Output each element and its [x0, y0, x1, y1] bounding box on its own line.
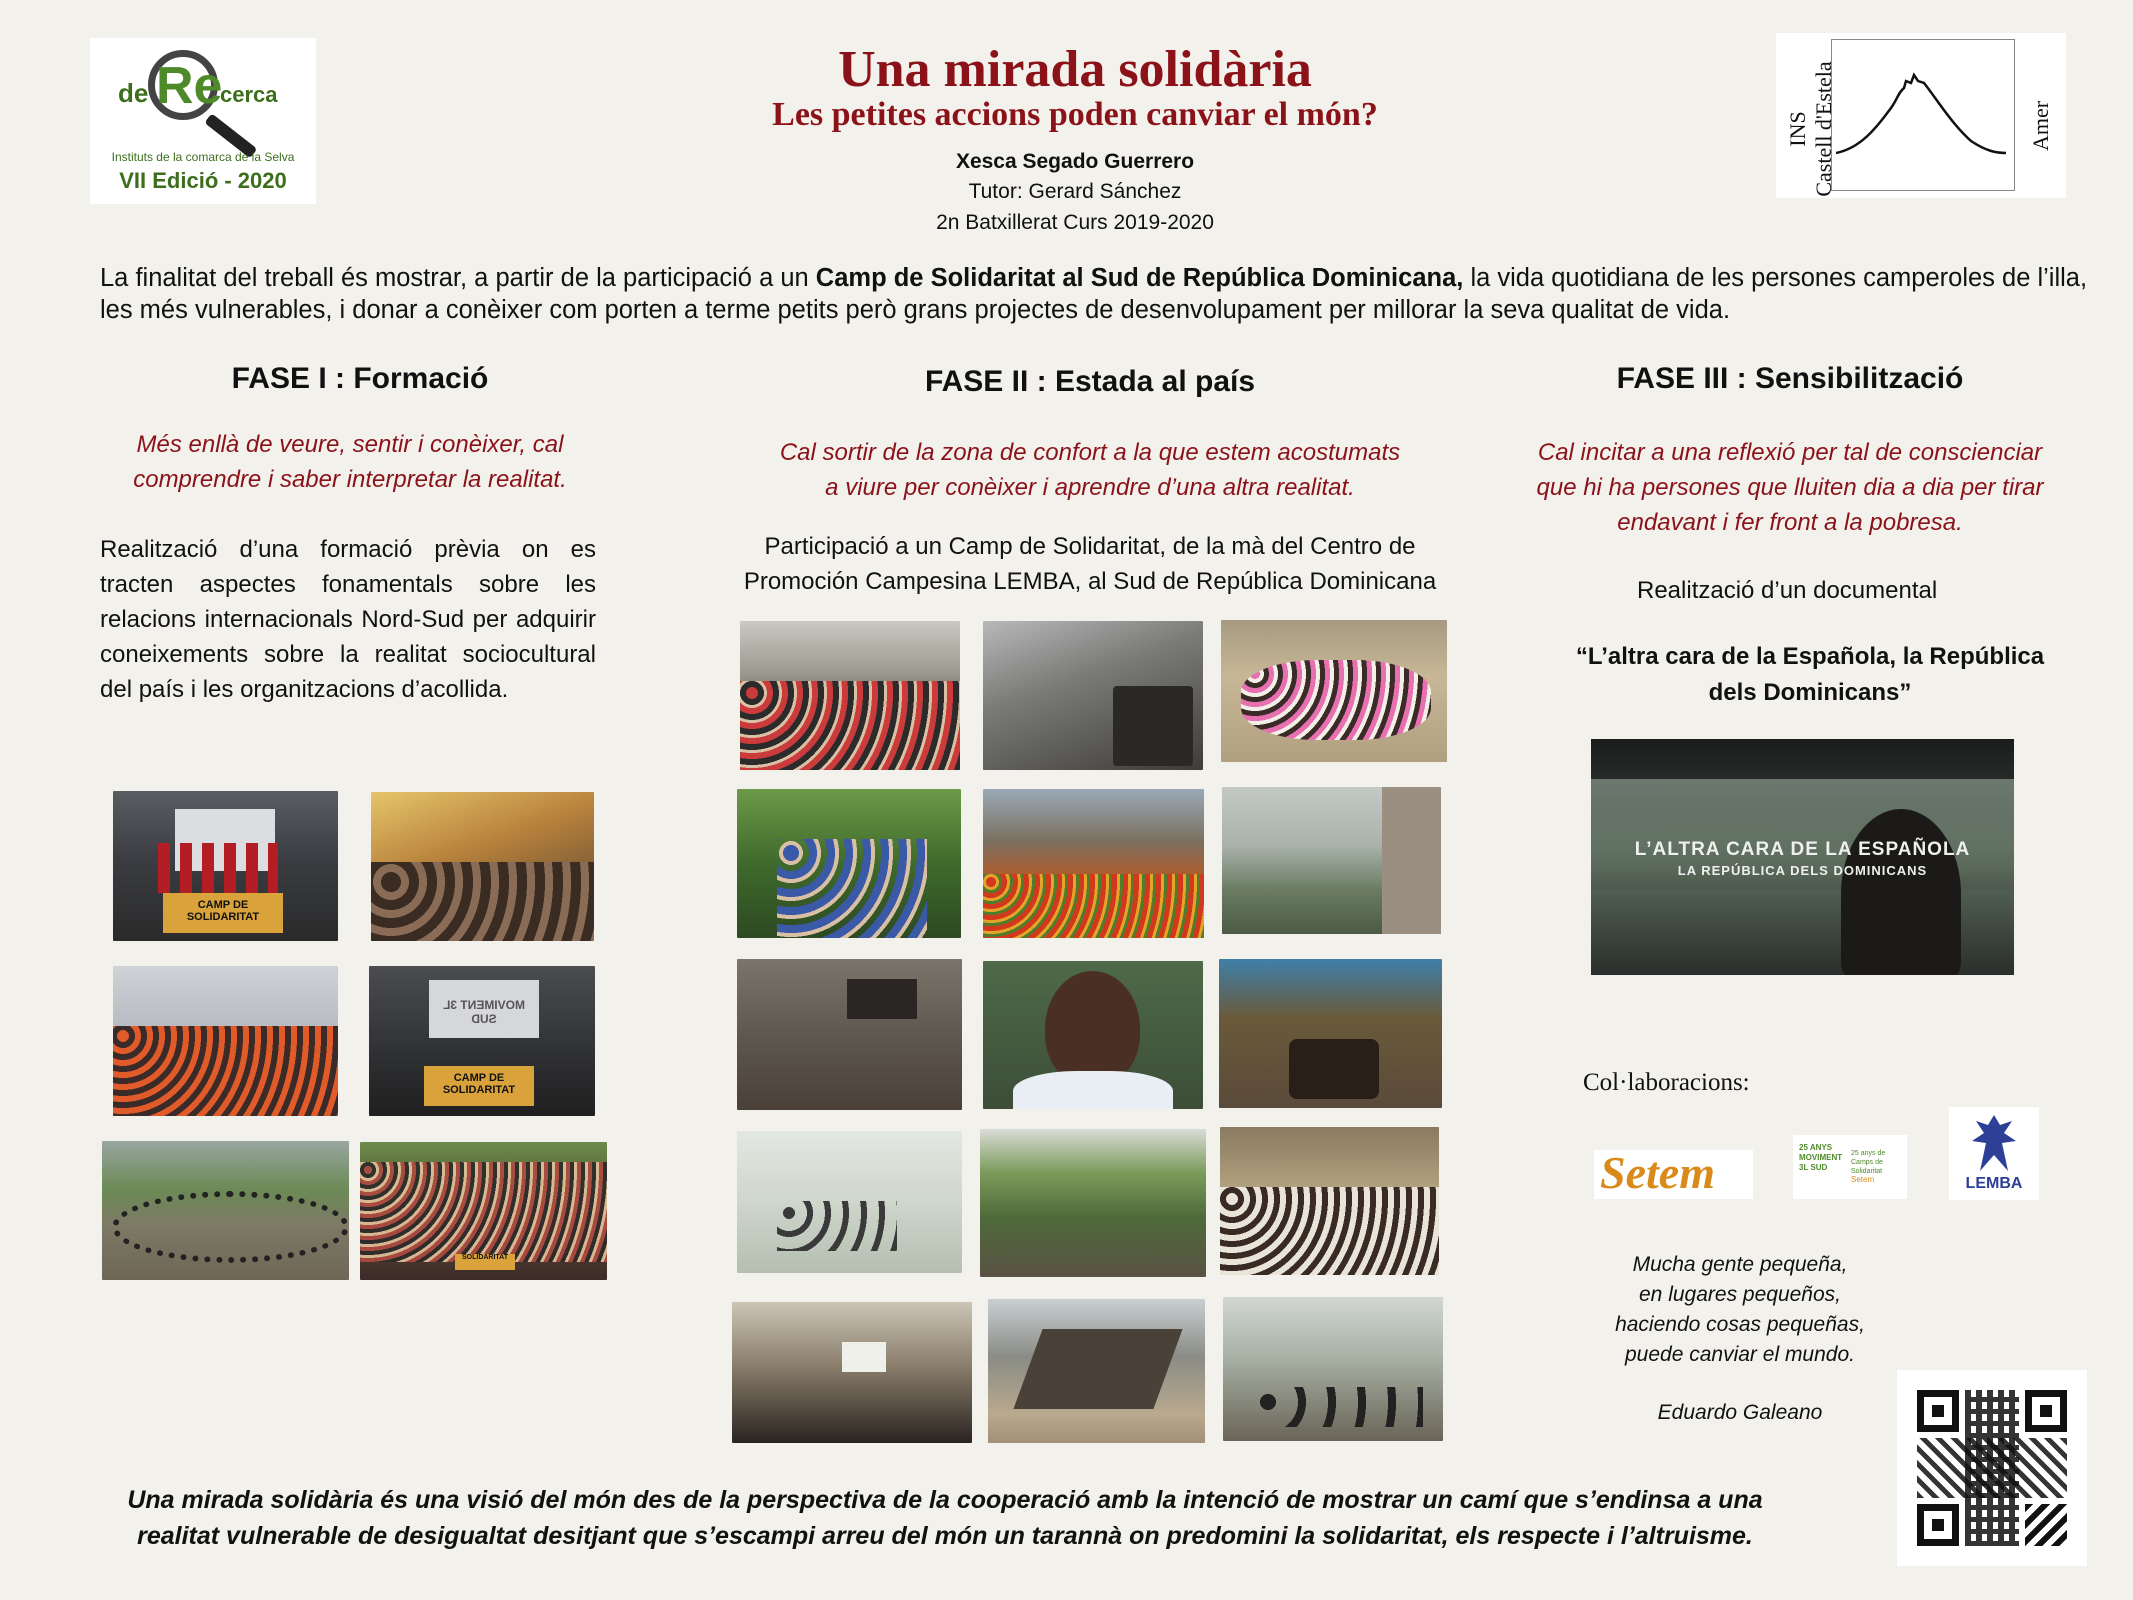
group-crowd — [360, 1162, 607, 1262]
phase1-quote-l2: comprendre i saber interpretar la realitat. — [133, 466, 567, 493]
photo-auditorium-1 — [113, 966, 338, 1116]
house-window — [847, 979, 917, 1019]
collapsed-roof — [1013, 1329, 1182, 1409]
drums — [1289, 1039, 1379, 1099]
photo-auditorium-2 — [369, 966, 595, 1116]
banner-solidaritat-3 — [455, 1254, 515, 1270]
tutor-name: Tutor: Gerard Sánchez — [968, 180, 1182, 203]
woman-face — [1045, 971, 1140, 1086]
phase1-quote-l1: Més enllà de veure, sentir i conèixer, cal — [136, 431, 564, 458]
phase3-doc-title-l1: “L’altra cara de la Española, la República — [1575, 643, 2045, 670]
qr-finder-bl — [1917, 1504, 1959, 1546]
stone-wall — [1382, 787, 1441, 934]
banner-solidaritat-1 — [163, 893, 283, 933]
phase3-doc-intro: Realització d’un documental — [1637, 577, 1938, 604]
phase3-quote-l3: endavant i fer front a la pobresa. — [1617, 509, 1963, 536]
phase2-quote-l1: Cal sortir de la zona de confort a la que estem acostumats — [779, 439, 1401, 466]
photo-training-room — [371, 792, 594, 941]
photo-group-shot — [360, 1142, 607, 1280]
galeano-quote — [1570, 1250, 1910, 1428]
vegetables — [983, 874, 1204, 938]
kitchen-stove — [1113, 686, 1193, 766]
people-circle — [112, 1191, 349, 1263]
phase3-title: FASE III : Sensibilització — [1616, 362, 1964, 395]
school-name: Castell d'Estela — [1811, 61, 1836, 197]
photo-banana-field — [737, 789, 961, 938]
woman-dress — [1013, 1071, 1173, 1109]
setem-logo — [1594, 1147, 1753, 1199]
logo2-line1: 25 ANYS MOVIMENT 3L SUD — [1799, 1143, 1843, 1172]
photo-foggy-walkers — [737, 1131, 962, 1273]
banner-text-2: CAMP DE SOLIDARITAT — [442, 1072, 516, 1096]
photo-kitchen — [983, 621, 1203, 770]
logo-de: de — [118, 78, 149, 108]
video-title-l2: LA REPÚBLICA DELS DOMINICANS — [1677, 863, 1928, 878]
footer-line1: Una mirada solidària és una visió del món des de la perspectiva de la cooperació amb la intenció de mostrar un camí que s’endinsa a una — [127, 1486, 1763, 1514]
banner-solidaritat-2 — [424, 1066, 534, 1106]
phase3-quote-l1: Cal incitar a una reflexió per tal de conscienciar — [1537, 439, 2043, 466]
logo2-line3: Setem — [1851, 1175, 1875, 1184]
photo-meeting-circle — [740, 621, 960, 770]
intro-bold: Camp de Solidaritat al Sud de República Dominicana, — [815, 264, 1464, 292]
photo-training-stage — [113, 791, 338, 941]
photo-group-gathering — [1220, 1127, 1439, 1275]
bikes — [1253, 1387, 1423, 1427]
setem-text: Setem — [1600, 1147, 1715, 1198]
seated-people — [740, 681, 960, 770]
photo-market — [983, 789, 1204, 938]
photo-musicians — [1219, 959, 1442, 1108]
phase2-body-l2: Promoción Campesina LEMBA, al Sud de República Dominicana — [743, 568, 1437, 595]
school-logo — [1776, 33, 2066, 198]
video-title-l1: L’ALTRA CARA DE LA ESPAÑOLA — [1634, 839, 1971, 860]
qr-finder-tr — [2025, 1390, 2067, 1432]
page-title: Una mirada solidària — [838, 41, 1312, 98]
photo-foggy-village — [1222, 787, 1441, 934]
phase2-title: FASE II : Estada al país — [924, 365, 1256, 398]
passenger-silhouette — [1841, 809, 1961, 975]
lemba-logo — [1949, 1107, 2039, 1200]
phase3-quote-l2: que hi ha persones que lluiten dia a dia per tirar — [1536, 474, 2044, 501]
qr-finder-tl — [1917, 1390, 1959, 1432]
seated-audience — [371, 862, 594, 941]
footer-line2: realitat vulnerable de desigualtat desitjant que s’escampi arreu del món un tarannà on predomini la solidaritat, els respecte i l’altruisme. — [137, 1522, 1753, 1550]
25-anys-logo — [1793, 1135, 1907, 1199]
mountain-icon — [1836, 53, 2006, 173]
logo-re: Re — [156, 57, 223, 115]
phase2-quote-l2: a viure per conèixer i aprendre d’una altra realitat. — [825, 474, 1355, 501]
author-name: Xesca Segado Guerrero — [955, 150, 1195, 173]
photo-circle-outdoor — [102, 1141, 349, 1280]
phase1-title: FASE I : Formació — [231, 362, 489, 395]
galeano-line1: Mucha gente pequeña, — [1632, 1253, 1848, 1276]
lemba-text: LEMBA — [1965, 1175, 2023, 1192]
photo-wooden-house — [737, 959, 962, 1110]
gathering-people — [1220, 1187, 1439, 1275]
intro-paragraph — [100, 262, 2090, 326]
rerecerca-logo — [90, 38, 316, 204]
farmers — [777, 839, 927, 938]
collab-label: Col·laboracions: — [1583, 1069, 1750, 1096]
people-red-shirts — [158, 843, 278, 893]
intro-text-2: la vida quotidiana de les persones camperoles de l’illa, les més vulnerables, i donar a conèixer com porten a terme petits però grans projectes de desenvolupament per millorar la seva qualitat de vida. — [100, 264, 2088, 324]
course-info: 2n Batxillerat Curs 2019-2020 — [936, 211, 1214, 234]
phase1-body: Realització d’una formació prèvia on es tracten aspectes fonamentals sobre les relacions internacionals Nord-Sud per adquirir coneixements sobre la realitat sociocultural del país i les organitzacions d’acollida. — [100, 536, 596, 703]
school-ins-label — [1785, 54, 1837, 204]
logo-institutes-line: Instituts de la comarca de la Selva — [111, 150, 295, 164]
screen-projection — [842, 1342, 886, 1372]
photo-motorbikes — [1223, 1297, 1443, 1441]
school-ins: INS — [1785, 111, 1810, 147]
photo-screening — [732, 1302, 972, 1443]
banner-text-1: CAMP DE SOLIDARITAT — [186, 899, 260, 923]
banner-text-3: SOLIDARITAT — [461, 1254, 508, 1261]
school-town: Amer — [2028, 100, 2053, 152]
phase2-body-l1: Participació a un Camp de Solidaritat, de la mà del Centro de — [764, 533, 1416, 560]
galeano-line2: en lugares pequeños, — [1639, 1283, 1841, 1306]
photo-collapsed-house — [988, 1299, 1205, 1443]
photo-children-play — [1221, 620, 1447, 762]
galeano-line3: haciendo cosas pequeñas, — [1615, 1313, 1865, 1336]
page-subtitle: Les petites accions poden canviar el món? — [772, 96, 1378, 133]
qr-pattern-2 — [1917, 1438, 2067, 1498]
auditorium-crowd — [113, 1026, 338, 1116]
galeano-author: Eduardo Galeano — [1657, 1401, 1823, 1424]
documentary-still[interactable] — [1591, 739, 2014, 975]
qr-pattern-3 — [2025, 1504, 2067, 1546]
logo-cerca: cerca — [220, 82, 278, 107]
logo2-line2: 25 anys de Camps de Solidaritat — [1851, 1150, 1886, 1175]
intro-text-1: La finalitat del treball és mostrar, a partir de la participació a un — [100, 264, 816, 292]
screen-text: MOVIMENT 3L SUD — [443, 998, 526, 1026]
lemba-figure-icon — [1964, 1111, 2024, 1176]
phase3-doc-title-l2: dels Dominicans” — [1708, 679, 1912, 706]
projection-screen-2 — [429, 980, 539, 1038]
galeano-line4: puede canviar el mundo. — [1625, 1343, 1855, 1366]
logo-edition: VII Edició - 2020 — [119, 168, 287, 193]
children-circle — [1241, 660, 1431, 740]
walkers — [777, 1201, 897, 1251]
qr-code[interactable] — [1897, 1370, 2087, 1566]
photo-portrait-woman — [983, 961, 1203, 1109]
photo-hillside-work — [980, 1129, 1206, 1277]
